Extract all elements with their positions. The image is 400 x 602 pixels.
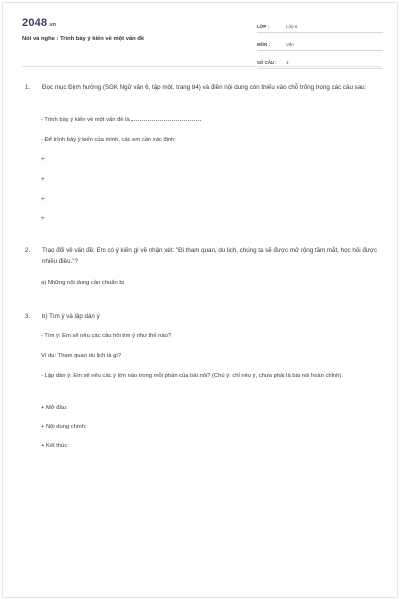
meta-row-count — [257, 56, 383, 69]
answer-bullet: + — [41, 156, 45, 163]
question-number: 2. — [25, 247, 31, 254]
site-logo[interactable] — [22, 17, 56, 29]
q3-line-2: Ví dụ: Tham quan du lịch là gì? — [41, 353, 122, 359]
meta-value: Văn — [286, 41, 294, 47]
answer-bullet: + — [41, 196, 45, 203]
divider — [22, 66, 381, 67]
document-title: Nói và nghe : Trình bày ý kiến về một vấn đề — [22, 36, 145, 42]
answer-blank[interactable] — [131, 116, 201, 121]
question-2 — [25, 246, 385, 267]
meta-value: 3 — [286, 59, 289, 65]
question-3 — [25, 312, 385, 323]
q1-line-1 — [41, 116, 201, 123]
question-number: 3. — [25, 313, 31, 320]
question-text: Đọc mục Định hướng (SGK Ngữ văn 6, tập một, trang 84) và điền nội dung còn thiếu vào chỗ trống trong các câu sau: — [42, 84, 367, 91]
logo-suffix: .vn — [48, 22, 57, 28]
logo-text: 2048 — [22, 17, 48, 29]
meta-label: SỐ CÂU : — [257, 59, 277, 65]
question-number: 1. — [25, 84, 31, 91]
meta-value: Lớp 6 — [286, 23, 298, 29]
q2-sub: a) Những nội dung cần chuẩn bị — [41, 280, 124, 286]
meta-row-class — [257, 20, 383, 33]
answer-bullet: + — [41, 176, 45, 183]
q3-line-5: + Nội dung chính: — [41, 424, 87, 430]
question-text: b) Tìm ý và lập dàn ý — [42, 313, 100, 320]
q3-line-6: + Kết thúc: — [41, 443, 69, 449]
q3-line-1: - Tìm ý: Em sẽ nêu các câu hỏi tìm ý như thế nào? — [41, 333, 172, 339]
question-text: Trao đổi về vấn đề: Em có ý kiến gì về nhận xét: "Đi tham quan, du lịch, chúng ta sẽ được mở rộng tầm mắt, học hỏi được nhiều điều."? — [42, 247, 378, 265]
header — [3, 3, 397, 65]
meta-row-subject — [257, 38, 383, 51]
q3-line-4: + Mở đầu: — [41, 405, 68, 411]
q3-line-3: - Lập dàn ý: Em sẽ nêu các ý lớn nào trong mỗi phần của bài nói? (Chú ý: chỉ nêu ý, chưa phải là bài nói hoàn chỉnh). — [41, 373, 343, 379]
worksheet-page — [2, 2, 398, 598]
meta-label: MÔN : — [257, 41, 270, 47]
answer-bullet: + — [41, 215, 45, 222]
q1-line-1-text: - Trình bày ý kiến về một vấn đề là — [41, 117, 130, 123]
q1-line-2: - Để trình bày ý kiến của mình, các em cần xác định: — [41, 137, 177, 143]
meta-label: LỚP : — [257, 23, 269, 29]
question-1 — [25, 83, 385, 94]
